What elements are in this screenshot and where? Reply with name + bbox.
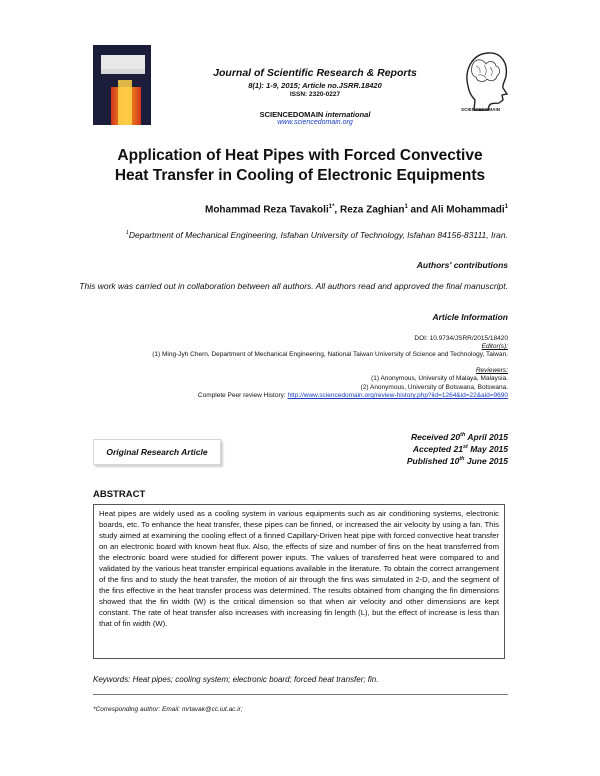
- author-sup: 1*: [328, 204, 335, 210]
- reviewer-entry: (2) Anonymous, University of Botswana, Botswana.: [360, 384, 508, 391]
- article-title-line-1: Application of Heat Pipes with Forced Convective: [117, 147, 483, 164]
- author-sup: 1: [504, 204, 508, 210]
- reviewers-heading: Reviewers:: [475, 367, 508, 374]
- reviewer-entry: (1) Anonymous, University of Malaya, Malaysia.: [371, 375, 508, 382]
- review-history-link[interactable]: http://www.sciencedomain.org/review-history.php?iid=1264&id=22&aid=9690: [287, 392, 508, 399]
- editor-entry: (1) Ming-Jyh Chern, Department of Mechanical Engineering, National Taiwan University of Science and Technology, Taiwan.: [152, 351, 508, 358]
- author-sup: 1: [404, 204, 408, 210]
- publisher-logo: [458, 48, 512, 112]
- publisher-line: [170, 110, 460, 119]
- footnote-divider: [93, 694, 508, 695]
- abstract-text: Heat pipes are widely used as a cooling system in various equipments such as air conditioning systems, electronic boards, etc. To enhance the heat transfer, these pipes can be finned, or increased the air velocity by using a fan. This study aimed at examining the cooling effect of a finned Capillary-Driven heat pipe with forced convective heat transfer on an electronic board with known heat flux. Also, the effects of size and number of fins on the heat transferred from the electronic board were studied for different power inputs. The values of transferred heat were compared to and validated by the various heat transfer empirical equations available in the literature. To obtain the correct arrangement of the fins and to study the heat transfer, the motion of air through the fins was simulated in 2-D, and the segment of the fins effective in the heat transfer process was determined. The results obtained from changing the fin dimensions showed that the fin width (W) is the critical dimension so that when air velocity and other dimensions are kept constant. The rate of heat transfer also increases with increasing fin length (L), but the effect of increase is less than that of fin width (W).: [99, 509, 499, 628]
- published-date: Published 10th June 2015: [406, 456, 508, 466]
- journal-cover-image: [93, 45, 151, 125]
- issn: ISSN: 2320-0227: [289, 91, 341, 98]
- abstract-heading: ABSTRACT: [93, 489, 146, 500]
- article-type-badge: Original Research Article: [93, 439, 221, 465]
- review-history: [198, 392, 508, 400]
- received-date: Received 20th April 2015: [410, 432, 508, 442]
- contributions-heading: Authors' contributions: [416, 260, 508, 270]
- affiliation: [88, 228, 508, 241]
- author-list: Mohammad Reza Tavakoli$^{1*}$, Reza Zaghian$^1$ and Ali Mohammadi$^1$: [204, 204, 508, 216]
- corresponding-author-note: *Corresponding author: Email: mrtavak@cc.iut.ac.ir;: [93, 706, 243, 713]
- author-name: Ali Mohammadi: [430, 204, 505, 216]
- article-title: [85, 146, 515, 186]
- doi: DOI: 10.9734/JSRR/2015/18420: [414, 335, 508, 342]
- svg-text:SCIENCEDOMAIN: SCIENCEDOMAIN: [461, 107, 501, 112]
- article-info-heading: Article Information: [432, 312, 508, 322]
- issue-line: 8(1): 1-9, 2015; Article no.JSRR.18420: [248, 81, 382, 90]
- abstract-box: [93, 504, 505, 659]
- review-history-label: Complete Peer review History:: [197, 392, 288, 399]
- article-title-line-2: Heat Transfer in Cooling of Electronic Equipments: [114, 167, 486, 184]
- author-name: Mohammad Reza Tavakoli: [204, 204, 329, 216]
- publisher-name: SCIENCEDOMAIN: [259, 110, 324, 119]
- author-name: Reza Zaghian: [339, 204, 405, 216]
- contributions-text: This work was carried out in collaboration between all authors. All authors read and approved the final manuscript.: [79, 281, 508, 291]
- keywords: Keywords: Heat pipes; cooling system; electronic board; forced heat transfer; fin.: [93, 675, 379, 684]
- publisher-website-link[interactable]: www.sciencedomain.org: [277, 119, 353, 126]
- affiliation-text: Department of Mechanical Engineering, Isfahan University of Technology, Isfahan 84156-83111, Iran.: [128, 229, 508, 240]
- editors-heading: Editor(s):: [481, 343, 508, 350]
- accepted-date: Accepted 21st May 2015: [412, 444, 508, 454]
- publisher-suffix: international: [325, 110, 371, 119]
- journal-title: Journal of Scientific Research & Reports: [213, 67, 417, 79]
- affiliation-sup: 1: [125, 230, 129, 236]
